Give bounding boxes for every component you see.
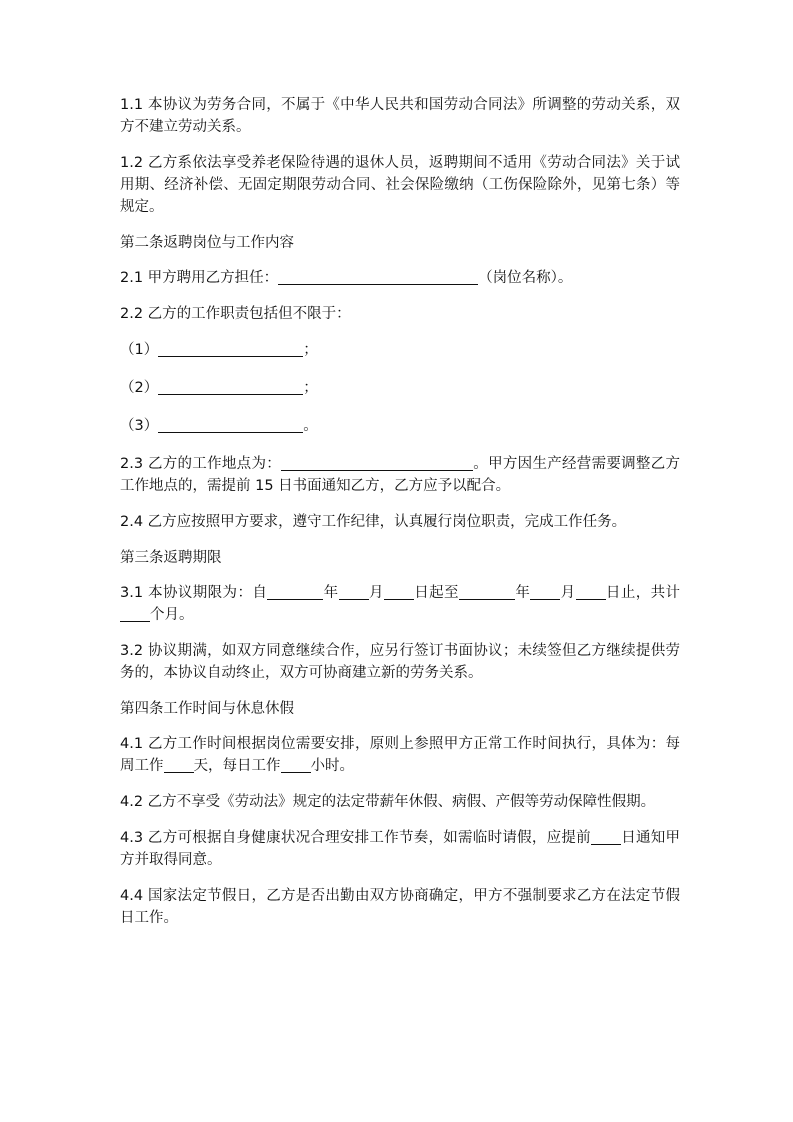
day-from-label: 日起至	[413, 585, 459, 601]
clause-1-2: 1.2 乙方系依法享受养老保险待遇的退休人员，返聘期间不适用《劳动合同法》关于试用期、经济补偿、无固定期限劳动合同、社会保险缴纳（工伤保险除外，见第七条）等规定。	[120, 155, 680, 215]
end-year-blank[interactable]	[459, 583, 515, 600]
clause-4-3	[120, 827, 680, 871]
end-day-blank[interactable]	[576, 583, 606, 600]
section-3-title: 第三条返聘期限	[120, 550, 222, 566]
clause-2-1-prefix: 2.1 甲方聘用乙方担任：	[120, 270, 279, 286]
hours-label: 小时。	[310, 758, 354, 774]
duty-item-1	[120, 339, 680, 361]
start-year-blank[interactable]	[267, 583, 323, 600]
clause-2-3-prefix: 2.3 乙方的工作地点为：	[120, 456, 282, 472]
clause-4-4: 4.4 国家法定节假日，乙方是否出勤由双方协商确定，甲方不强制要求乙方在法定节假日工作。	[120, 888, 680, 926]
clause-4-1	[120, 733, 680, 777]
clause-4-3-text: 4.3 乙方可根据自身健康状况合理安排工作节奏，如需临时请假，应提前	[120, 830, 591, 846]
clause-4-3-tail: 日通知甲方并取得同意。	[120, 830, 681, 868]
end-month-blank[interactable]	[530, 583, 560, 600]
duty-item-end: ；	[303, 342, 318, 358]
duty-item-2	[120, 377, 680, 399]
position-name-blank[interactable]	[278, 268, 478, 285]
start-day-blank[interactable]	[384, 583, 414, 600]
clause-3-1	[120, 582, 680, 626]
total-label: 共计	[650, 585, 681, 601]
work-location-blank[interactable]	[281, 454, 473, 471]
clause-3-1-text: 3.1 本协议期限为：自	[120, 585, 268, 601]
year-label: 年	[514, 585, 531, 601]
section-4-title: 第四条工作时间与休息休假	[120, 701, 294, 717]
month-label: 月	[560, 585, 576, 601]
months-label: 个月。	[150, 607, 194, 623]
start-month-blank[interactable]	[339, 583, 369, 600]
clause-2-3-suffix: 。甲方因生产经营需要调整乙方工作地点的，需提前 15 日书面通知乙方，乙方应予以配合。	[120, 456, 680, 494]
clause-4-2: 4.2 乙方不享受《劳动法》规定的法定带薪年休假、病假、产假等劳动保障性假期。	[120, 794, 656, 810]
total-months-blank[interactable]	[120, 605, 150, 622]
duty-item-3	[120, 415, 680, 437]
month-label: 月	[368, 585, 384, 601]
duty-blank-2[interactable]	[158, 378, 303, 395]
clause-2-1-suffix: （岗位名称）。	[478, 270, 573, 286]
duty-item-label: （3）	[120, 418, 159, 434]
clause-3-2: 3.2 协议期满，如双方同意继续合作，应另行签订书面协议；未续签但乙方继续提供劳务的，本协议自动终止，双方可协商建立新的劳务关系。	[120, 643, 680, 681]
duty-item-end: ；	[303, 380, 318, 396]
duty-item-label: （2）	[120, 380, 159, 396]
clause-2-2: 2.2 乙方的工作职责包括但不限于：	[120, 306, 351, 322]
days-label: 天，每日工作	[193, 758, 281, 774]
clause-2-4: 2.4 乙方应按照甲方要求，遵守工作纪律，认真履行岗位职责，完成工作任务。	[120, 514, 627, 530]
clause-2-3	[120, 453, 680, 497]
section-2-title: 第二条返聘岗位与工作内容	[120, 235, 294, 251]
contract-body	[120, 94, 680, 943]
days-per-week-blank[interactable]	[164, 756, 194, 773]
notice-days-blank[interactable]	[591, 828, 621, 845]
clause-1-1: 1.1 本协议为劳务合同，不属于《中华人民共和国劳动合同法》所调整的劳动关系，双方不建立劳动关系。	[120, 97, 680, 135]
duty-item-label: （1）	[120, 342, 159, 358]
duty-item-end: 。	[303, 418, 318, 434]
clause-2-1	[120, 267, 680, 289]
hours-per-day-blank[interactable]	[281, 756, 311, 773]
year-label: 年	[323, 585, 339, 601]
duty-blank-1[interactable]	[158, 340, 303, 357]
day-to-label: 日止，	[605, 585, 651, 601]
duty-blank-3[interactable]	[158, 416, 303, 433]
clause-4-1-text: 4.1 乙方工作时间根据岗位需要安排，原则上参照甲方正常工作时间执行，具体为：每周工作	[120, 736, 680, 774]
